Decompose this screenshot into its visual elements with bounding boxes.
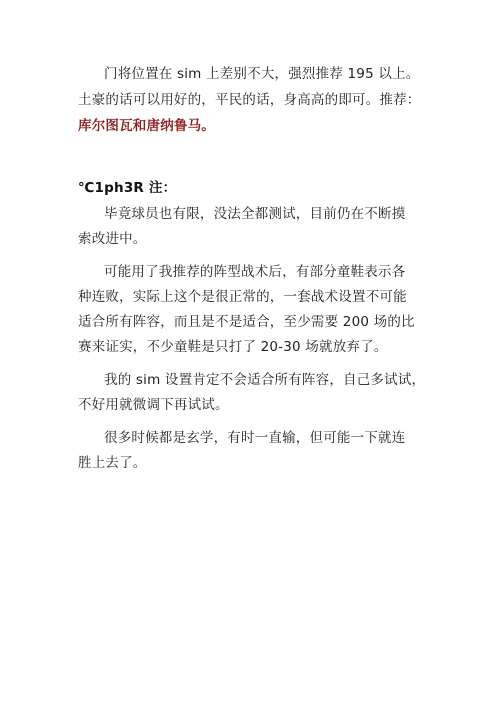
note-paragraph-4-line-2: 胜上去了。 [78, 455, 147, 471]
note-paragraph-3-line-2: 不好用就微调下再试试。 [78, 397, 229, 413]
note-paragraph-4-line-1: 很多时候都是玄学，有时一直输，但可能一下就连 [104, 430, 406, 446]
goalkeeper-paragraph-line-1: 门将位置在 sim 上差别不大，强烈推荐 195 以上。 [104, 66, 420, 82]
author-note-heading: ℃1ph3R 注： [78, 180, 177, 196]
note-paragraph-2-line-3: 适合所有阵容，而且是不是适合，至少需要 200 场的比 [78, 314, 415, 330]
note-paragraph-2-line-4: 赛来证实，不少童鞋是只打了 20-30 场就放弃了。 [78, 339, 388, 355]
recommended-players: 库尔图瓦和唐纳鲁马。 [78, 118, 215, 134]
goalkeeper-paragraph-line-2: 土豪的话可以用好的，平民的话，身高高的即可。推荐： [78, 92, 421, 108]
note-paragraph-2-line-2: 种连败，实际上这个是很正常的，一套战术设置不可能 [78, 289, 407, 305]
note-paragraph-2-line-1: 可能用了我推荐的阵型战术后，有部分童鞋表示各 [104, 264, 406, 280]
note-paragraph-3-line-1: 我的 sim 设置肯定不会适合所有阵容，自己多试试， [104, 372, 426, 388]
note-paragraph-1-line-1: 毕竟球员也有限，没法全都测试，目前仍在不断摸 [104, 206, 406, 222]
note-paragraph-1-line-2: 索改进中。 [78, 231, 147, 247]
